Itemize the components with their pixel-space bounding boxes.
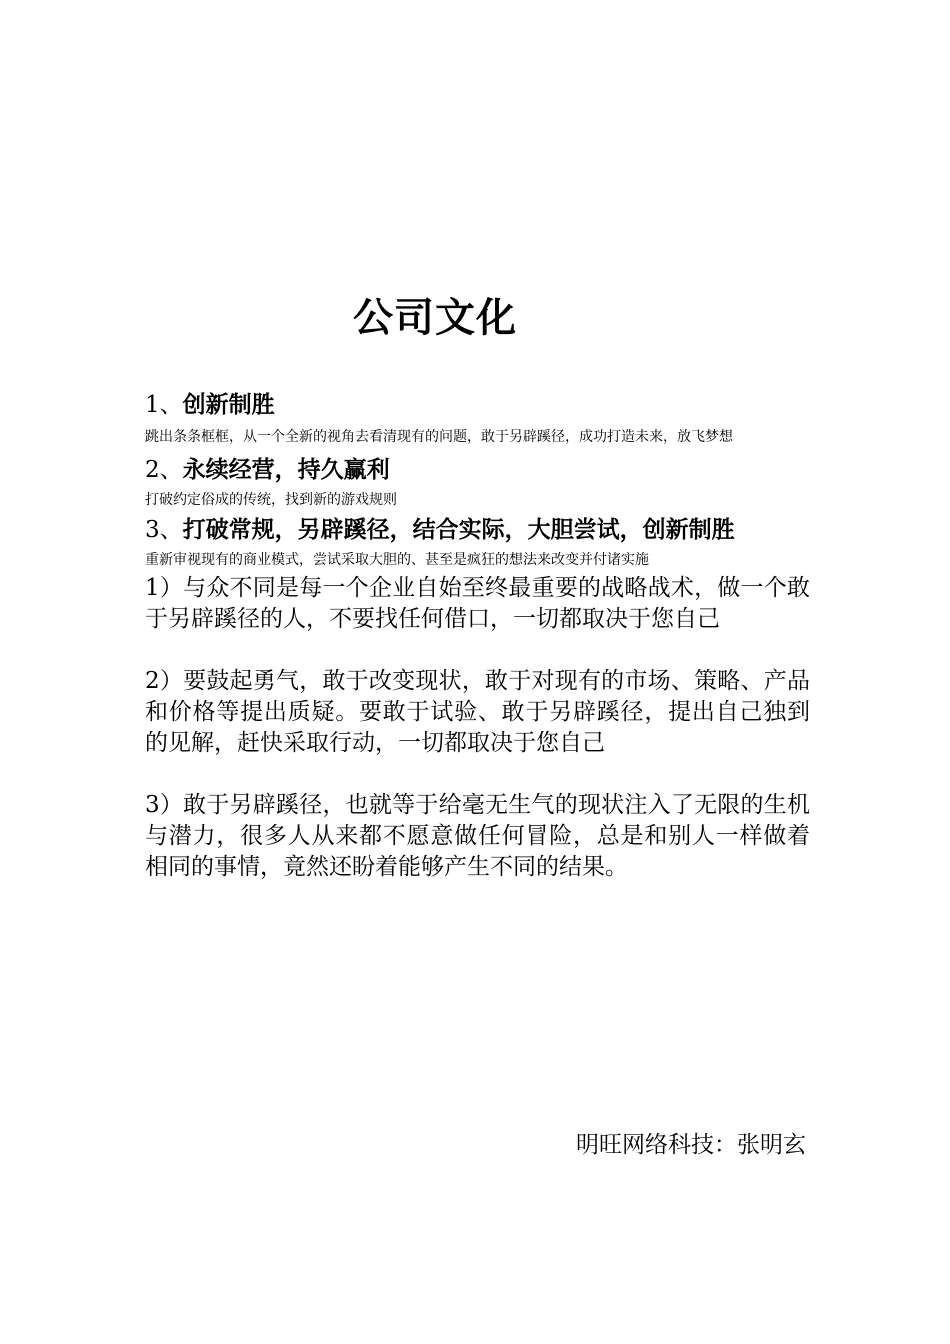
section-text-3: 重新审视现有的商业模式，尝试采取大胆的、甚至是疯狂的想法来改变并付诸实施	[145, 552, 649, 568]
paragraph-2: 2）要鼓起勇气，敢于改变现状，敢于对现有的市场、策略、产品和价格等提出质疑。要敢于试验、敢于另辟蹊径，提出自己独到的见解，赶快采取行动，一切都取决于您自己	[145, 668, 810, 756]
paragraph-spacer	[145, 759, 810, 790]
section-number: 3、	[145, 517, 183, 543]
section-heading-text: 打破常规，另辟蹊径，结合实际，大胆尝试，创新制胜	[182, 517, 735, 543]
section-number: 1、	[145, 392, 183, 418]
document-title: 公司文化	[353, 295, 517, 341]
signature-line: 明旺网络科技：张明玄	[576, 1132, 806, 1158]
section-heading-text: 创新制胜	[182, 392, 275, 418]
section-heading-text: 永续经营，持久赢利	[182, 457, 390, 483]
section-text-2: 打破约定俗成的传统，找到新的游戏规则	[145, 492, 397, 508]
section-text-1: 跳出条条框框，从一个全新的视角去看清现有的问题，敢于另辟蹊径，成功打造未来，放飞梦想	[145, 429, 733, 445]
section-heading-2	[145, 453, 810, 487]
section-heading-1	[145, 388, 810, 422]
paragraph-1: 1）与众不同是每一个企业自始至终最重要的战略战术，做一个敢于另辟蹊径的人，不要找任何借口，一切都取决于您自己	[145, 575, 810, 632]
document-body	[145, 388, 810, 883]
section-number: 2、	[145, 457, 183, 483]
paragraph-spacer	[145, 635, 810, 666]
paragraph-3: 3）敢于另辟蹊径，也就等于给毫无生气的现状注入了无限的生机与潜力，很多人从来都不愿意做任何冒险，总是和别人一样做着相同的事情，竟然还盼着能够产生不同的结果。	[145, 792, 810, 880]
section-heading-3	[145, 513, 810, 547]
